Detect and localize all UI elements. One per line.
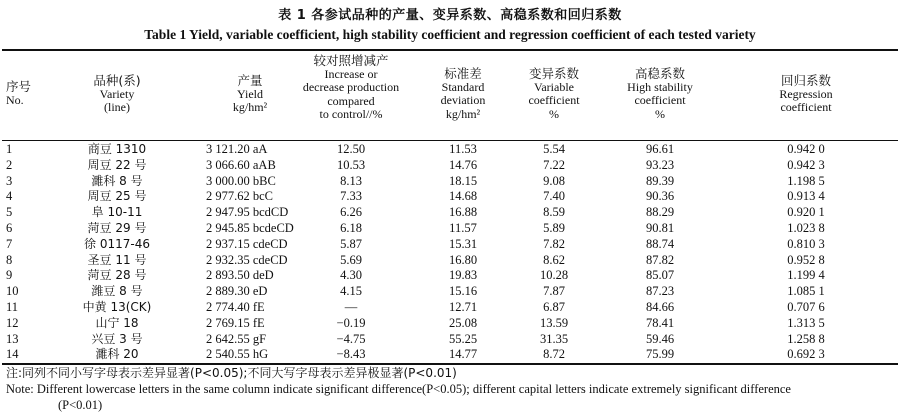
cell-inc: −4.75 (336, 331, 366, 346)
table-row (0, 253, 900, 269)
table-row (0, 268, 900, 284)
cell-inc: 4.30 (340, 268, 362, 283)
cell-inc: 5.69 (340, 252, 362, 267)
cell-rc: 1.198 5 (787, 173, 825, 188)
cell-hs: 87.82 (645, 252, 675, 267)
cell-no: 6 (6, 221, 13, 235)
cell-no: 12 (6, 315, 19, 330)
cell-variety: 周豆 22 号 (87, 157, 147, 172)
table-row (0, 347, 900, 363)
cell-rc: 0.942 0 (787, 142, 825, 156)
header-vc: 变异系数 Variable coefficient % (528, 66, 580, 121)
cell-sd: 16.88 (448, 205, 478, 220)
bottom-rule (2, 363, 898, 365)
cell-inc: −0.19 (336, 315, 366, 330)
cell-rc: 1.085 1 (787, 284, 825, 299)
cell-sd: 11.53 (449, 142, 477, 156)
cell-sd: 15.16 (448, 284, 478, 299)
cell-no: 3 (6, 173, 13, 188)
cell-inc: 10.53 (336, 157, 366, 172)
cell-sd: 18.15 (448, 173, 478, 188)
cell-variety: 兴豆 3 号 (91, 331, 143, 346)
cell-yield: 2 642.55 gF (206, 331, 267, 346)
table-row (0, 189, 900, 205)
table-title-cn: 表 1 各参试品种的产量、变异系数、高稳系数和回归系数 (278, 8, 622, 23)
cell-variety: 商豆 1310 (87, 142, 147, 156)
cell-yield: 3 121.20 aA (206, 142, 268, 156)
cell-vc: 9.08 (543, 173, 565, 188)
cell-variety: 菏豆 29 号 (87, 221, 147, 235)
cell-variety: 圣豆 11 号 (87, 252, 147, 267)
note-cn: 注:同列不同小写字母表示差异显著(P<0.05);不同大写字母表示差异极显著(P<0.01) (6, 366, 457, 380)
cell-inc: 5.87 (340, 236, 362, 251)
cell-sd: 14.77 (448, 347, 478, 362)
cell-yield: 2 937.15 cdeCD (206, 236, 288, 251)
table-row (0, 300, 900, 316)
cell-sd: 11.57 (449, 221, 477, 235)
table-row (0, 237, 900, 253)
header-increase: 较对照增减产 Increase or decrease production compared to control//% (302, 53, 400, 122)
cell-vc: 8.62 (543, 252, 565, 267)
cell-no: 13 (6, 331, 19, 346)
cell-rc: 1.313 5 (787, 315, 825, 330)
cell-vc: 7.82 (543, 236, 565, 251)
cell-inc: 7.33 (340, 189, 362, 204)
header-rule (2, 140, 898, 141)
table-row (0, 316, 900, 332)
table-row (0, 158, 900, 174)
cell-vc: 7.87 (543, 284, 565, 299)
cell-yield: 2 889.30 eD (206, 284, 268, 299)
cell-hs: 88.29 (645, 205, 675, 220)
cell-rc: 0.810 3 (787, 236, 825, 251)
cell-vc: 6.87 (543, 300, 565, 314)
cell-sd: 14.68 (448, 189, 478, 204)
cell-sd: 12.71 (448, 300, 478, 314)
cell-sd: 55.25 (448, 331, 478, 346)
cell-no: 4 (6, 189, 13, 204)
table-row (0, 221, 900, 237)
cell-inc: — (344, 300, 358, 314)
cell-vc: 31.35 (539, 331, 569, 346)
header-hs: 高稳系数 High stability coefficient % (627, 66, 693, 121)
header-no: 序号 No. (6, 79, 32, 107)
cell-yield: 3 000.00 bBC (206, 173, 276, 188)
cell-variety: 阜 10-11 (91, 205, 143, 220)
cell-hs: 78.41 (645, 315, 675, 330)
cell-vc: 5.54 (543, 142, 565, 156)
cell-variety: 潍豆 8 号 (91, 284, 143, 299)
cell-hs: 88.74 (645, 236, 675, 251)
cell-no: 14 (6, 347, 19, 362)
cell-hs: 89.39 (645, 173, 675, 188)
cell-vc: 7.40 (543, 189, 565, 204)
cell-yield: 2 774.40 fE (206, 300, 265, 314)
cell-no: 5 (6, 205, 13, 220)
cell-sd: 19.83 (448, 268, 478, 283)
cell-sd: 16.80 (448, 252, 478, 267)
cell-sd: 14.76 (448, 157, 478, 172)
cell-yield: 3 066.60 aAB (206, 157, 276, 172)
cell-yield: 2 932.35 cdeCD (206, 252, 288, 267)
cell-rc: 0.952 8 (787, 252, 825, 267)
cell-hs: 96.61 (645, 142, 675, 156)
cell-rc: 0.707 6 (787, 300, 825, 314)
cell-sd: 25.08 (448, 315, 478, 330)
cell-hs: 90.36 (645, 189, 675, 204)
cell-no: 7 (6, 236, 13, 251)
table-row (0, 284, 900, 300)
cell-hs: 75.99 (645, 347, 675, 362)
cell-vc: 10.28 (539, 268, 569, 283)
cell-yield: 2 977.62 bcC (206, 189, 274, 204)
cell-inc: 4.15 (340, 284, 362, 299)
table-row (0, 174, 900, 190)
cell-rc: 1.258 8 (787, 331, 825, 346)
header-sd: 标准差 Standard deviation kg/hm² (440, 66, 486, 121)
cell-yield: 2 947.95 bcdCD (206, 205, 289, 220)
note-en-line1: Note: Different lowercase letters in the same column indicate significant difference(P<0.05); different capital letters indicate extremely significant difference (6, 382, 791, 396)
cell-variety: 濉科 8 号 (91, 173, 143, 188)
cell-hs: 93.23 (645, 157, 675, 172)
note-en-line2: (P<0.01) (58, 398, 103, 412)
cell-rc: 1.023 8 (787, 221, 825, 235)
cell-yield: 2 893.50 deD (206, 268, 274, 283)
cell-hs: 87.23 (645, 284, 675, 299)
cell-variety: 山宁 18 (95, 315, 139, 330)
cell-hs: 59.46 (645, 331, 675, 346)
cell-no: 10 (6, 284, 19, 299)
cell-vc: 8.72 (543, 347, 565, 362)
cell-rc: 0.920 1 (787, 205, 825, 220)
header-variety: 品种(系) Variety (line) (93, 73, 141, 115)
cell-no: 9 (6, 268, 13, 283)
cell-no: 1 (6, 142, 13, 156)
cell-no: 2 (6, 157, 13, 172)
cell-hs: 84.66 (645, 300, 675, 314)
table-row (0, 142, 900, 158)
cell-inc: 8.13 (340, 173, 362, 188)
cell-variety: 中黄 13(CK) (82, 300, 152, 314)
cell-inc: 6.26 (340, 205, 362, 220)
cell-rc: 0.942 3 (787, 157, 825, 172)
cell-yield: 2 945.85 bcdeCD (206, 221, 294, 235)
cell-variety: 濉科 20 (95, 347, 139, 362)
cell-yield: 2 769.15 fE (206, 315, 265, 330)
header-yield: 产量 Yield kg/hm² (232, 73, 268, 115)
cell-vc: 5.89 (543, 221, 565, 235)
cell-no: 8 (6, 252, 13, 267)
cell-sd: 15.31 (448, 236, 478, 251)
cell-inc: −8.43 (336, 347, 366, 362)
cell-vc: 8.59 (543, 205, 565, 220)
table-row (0, 332, 900, 348)
cell-variety: 徐 0117-46 (84, 236, 150, 251)
cell-variety: 周豆 25 号 (87, 189, 147, 204)
table-title-en: Table 1 Yield, variable coefficient, high stability coefficient and regression coefficient of each tested variety (144, 27, 756, 42)
cell-hs: 90.81 (645, 221, 675, 235)
header-rc: 回归系数 Regression coefficient (779, 73, 833, 115)
cell-rc: 0.692 3 (787, 347, 825, 362)
cell-rc: 1.199 4 (787, 268, 825, 283)
top-rule (2, 49, 898, 51)
cell-vc: 13.59 (539, 315, 569, 330)
cell-variety: 菏豆 28 号 (87, 268, 147, 283)
cell-vc: 7.22 (543, 157, 565, 172)
cell-no: 11 (6, 300, 19, 314)
cell-yield: 2 540.55 hG (206, 347, 269, 362)
table-row (0, 205, 900, 221)
cell-inc: 6.18 (340, 221, 362, 235)
cell-hs: 85.07 (645, 268, 675, 283)
cell-rc: 0.913 4 (787, 189, 825, 204)
cell-inc: 12.50 (336, 142, 366, 156)
